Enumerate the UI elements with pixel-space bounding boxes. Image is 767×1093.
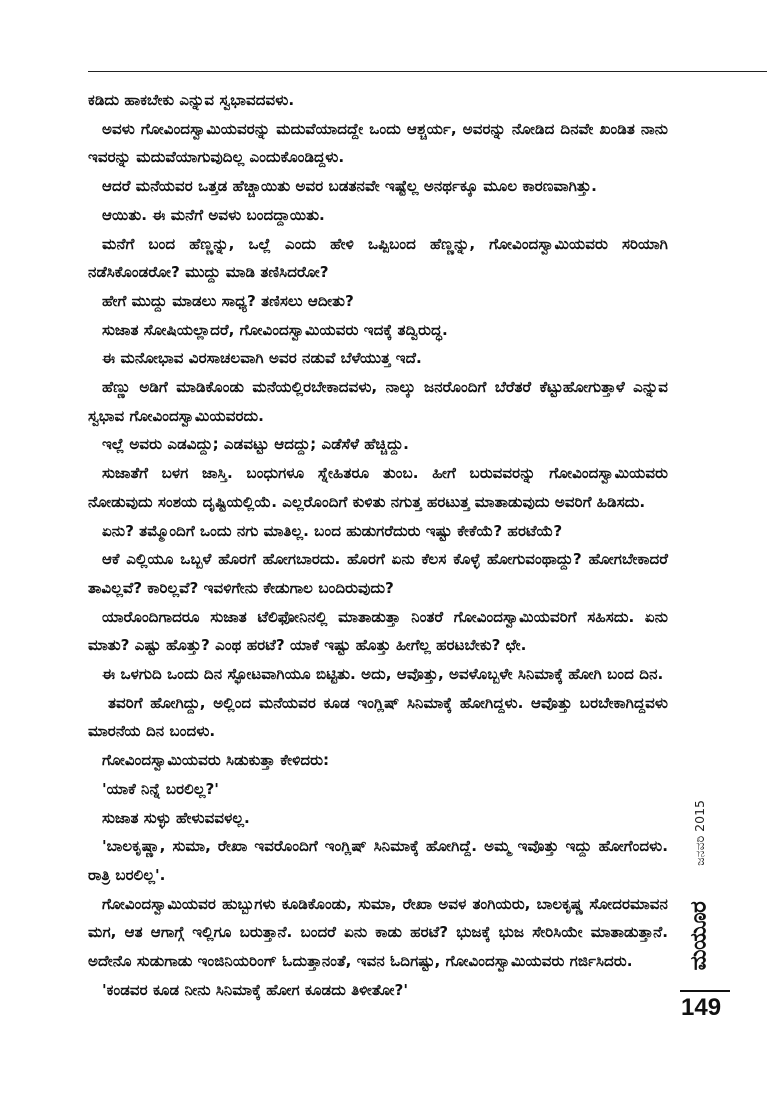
paragraph: 'ಬಾಲಕೃಷ್ಣಾ, ಸುಮಾ, ರೇಖಾ ಇವರೊಂದಿಗೆ ಇಂಗ್ಲಿಷ್ ಸಿನಿಮಾಕ್ಕೆ ಹೋಗಿದ್ದೆ. ಅಮ್ಮ ಇವೊತ್ತು ಇದ್ದು ಹೋಗೆಂದಳು. ರಾತ್ರಿ ಬರಲಿಲ್ಲ'. (88, 837, 668, 884)
paragraph: ಆಯಿತು. ಈ ಮನೆಗೆ ಅವಳು ಬಂದದ್ದಾಯಿತು. (102, 205, 325, 224)
paragraph: ಹೇಗೆ ಮುದ್ದು ಮಾಡಲು ಸಾಧ್ಯ? ತಣಿಸಲು ಆದೀತು? (102, 291, 354, 310)
paragraph: ಈ ಮನೋಭಾವ ವಿರಸಾಚಲವಾಗಿ ಅವರ ನಡುವೆ ಬೆಳೆಯುತ್ತ ಇದೆ. (102, 349, 422, 368)
paragraph: ಗೋವಿಂದಸ್ವಾಮಿಯವರ ಹುಬ್ಬುಗಳು ಕೂಡಿಕೊಂಡು, ಸುಮಾ, ರೇಖಾ ಅವಳ ತಂಗಿಯರು, ಬಾಲಕೃಷ್ಣ ಸೋದರಮಾವನ ಮಗ, ಆತ ಆಗಾಗ್ಗೆ ಇಲ್ಲಿಗೂ ಬರುತ್ತಾನೆ. ಬಂದರೆ ಏನು ಕಾಡು ಹರಟೆ? ಭುಜಕ್ಕೆ ಭುಜ ಸೇರಿಸಿಯೇ ಮಾತಾಡುತ್ತಾನೆ. ಅದೇನೊ ಸುಡುಗಾಡು ಇಂಜಿನಿಯರಿಂಗ್ ಓದುತ್ತಾನಂತೆ, ಇವನ ಓದಿಗಷ್ಟು, ಗೋವಿಂದಸ್ವಾಮಿಯವರು ಗರ್ಜಿಸಿದರು. (88, 894, 668, 971)
header-rule (88, 71, 767, 72)
paragraph: ಯಾರೊಂದಿಗಾದರೂ ಸುಜಾತ ಟೆಲಿಫೋನಿನಲ್ಲಿ ಮಾತಾಡುತ್ತಾ ನಿಂತರೆ ಗೋವಿಂದಸ್ವಾಮಿಯವರಿಗೆ ಸಹಿಸದು. ಏನು ಮಾತು? ಎಷ್ಟು ಹೊತ್ತು? ಎಂಥ ಹರಟೆ? ಯಾಕೆ ಇಷ್ಟು ಹೊತ್ತು ಹೀಗೆಲ್ಲ ಹರಟಬೇಕು? ಛೇ. (88, 607, 668, 655)
page-number: 149 (681, 994, 722, 1021)
magazine-logo-text: ಮಯೂರ (686, 901, 712, 971)
article-body (88, 86, 668, 1005)
paragraph: ಆದರೆ ಮನೆಯವರ ಒತ್ತಡ ಹೆಚ್ಚಾಯಿತು ಅವರ ಬಡತನವೇ ಇಷ್ಟೆಲ್ಲ ಅನರ್ಥಕ್ಕೂ ಮೂಲ ಕಾರಣವಾಗಿತ್ತು. (102, 177, 597, 196)
paragraph: ಆಕೆ ಎಲ್ಲಿಯೂ ಒಬ್ಬಳೆ ಹೊರಗೆ ಹೋಗಬಾರದು. ಹೊರಗೆ ಏನು ಕೆಲಸ ಕೊಳ್ಳೆ ಹೋಗುವಂಥಾದ್ದು? ಹೋಗಬೇಕಾದರೆ ತಾವಿಲ್ಲವೆ? ಕಾರಿಲ್ಲವೆ? ಇವಳಿಗೇನು ಕೇಡುಗಾಲ ಬಂದಿರುವುದು? (88, 550, 668, 597)
paragraph: 'ಯಾಕೆ ನಿನ್ನೆ ಬರಲಿಲ್ಲ?' (102, 779, 219, 798)
issue-date-text: ಜನವರಿ 2015 (691, 800, 707, 866)
paragraph: ತವರಿಗೆ ಹೋಗಿದ್ದು, ಅಲ್ಲಿಂದ ಮನೆಯವರ ಕೂಡ ಇಂಗ್ಲಿಷ್ ಸಿನಿಮಾಕ್ಕೆ ಹೋಗಿದ್ದಳು. ಆವೊತ್ತು ಬರಬೇಕಾಗಿದ್ದವಳು ಮಾರನೆಯ ದಿನ ಬಂದಳು. (88, 693, 668, 741)
paragraph: 'ಕಂಡವರ ಕೂಡ ನೀನು ಸಿನಿಮಾಕ್ಕೆ ಹೋಗ ಕೂಡದು ತಿಳೀತೋ?' (102, 980, 409, 999)
issue-date (686, 800, 712, 880)
paragraph: ಏನು? ತಮ್ಮೊಂದಿಗೆ ಒಂದು ನಗು ಮಾತಿಲ್ಲ. ಬಂದ ಹುಡುಗರೆದುರು ಇಷ್ಟು ಕೇಕೆಯೆ? ಹರಟೆಯೆ? (102, 521, 563, 540)
magazine-logo (688, 886, 710, 986)
paragraph: ಮನೆಗೆ ಬಂದ ಹೆಣ್ಣನ್ನು, ಒಲ್ಲೆ ಎಂದು ಹೇಳಿ ಒಪ್ಪಿಬಂದ ಹೆಣ್ಣನ್ನು, ಗೋವಿಂದಸ್ವಾಮಿಯವರು ಸರಿಯಾಗಿ ನಡೆಸಿಕೊಂಡರೋ? ಮುದ್ದು ಮಾಡಿ ತಣಿಸಿದರೋ? (88, 234, 668, 282)
paragraph: ಸುಜಾತ ಸೋಷಿಯಲ್ಲಾದರೆ, ಗೋವಿಂದಸ್ವಾಮಿಯವರು ಇದಕ್ಕೆ ತದ್ವಿರುದ್ಧ. (102, 320, 448, 339)
paragraph: ಹೆಣ್ಣು ಅಡಿಗೆ ಮಾಡಿಕೊಂಡು ಮನೆಯಲ್ಲಿರಬೇಕಾದವಳು, ನಾಲ್ಕು ಜನರೊಂದಿಗೆ ಬೆರೆತರೆ ಕೆಟ್ಟುಹೋಗುತ್ತಾಳೆ ಎನ್ನುವ ಸ್ವಭಾವ ಗೋವಿಂದಸ್ವಾಮಿಯವರದು. (88, 378, 668, 425)
paragraph: ಸುಜಾತ ಸುಳ್ಳು ಹೇಳುವವಳಲ್ಲ. (102, 808, 250, 827)
paragraph: ಸುಜಾತೆಗೆ ಬಳಗ ಜಾಸ್ತಿ. ಬಂಧುಗಳೂ ಸ್ನೇಹಿತರೂ ತುಂಬ. ಹೀಗೆ ಬರುವವರನ್ನು ಗೋವಿಂದಸ್ವಾಮಿಯವರು ನೋಡುವುದು ಸಂಶಯ ದೃಷ್ಟಿಯಲ್ಲಿಯೆ. ಎಲ್ಲರೊಂದಿಗೆ ಕುಳಿತು ನಗುತ್ತ ಹರಟುತ್ತ ಮಾತಾಡುವುದು ಅವರಿಗೆ ಹಿಡಿಸದು. (88, 464, 668, 511)
paragraph: ಗೋವಿಂದಸ್ವಾಮಿಯವರು ಸಿಡುಕುತ್ತಾ ಕೇಳಿದರು: (102, 751, 330, 770)
page-number-rule (680, 990, 730, 992)
paragraph: ಇಲ್ಲೆ ಅವರು ಎಡವಿದ್ದು; ಎಡವಟ್ಟು ಆದದ್ದು; ಎಡೆಸೆಳೆ ಹೆಚ್ಚಿದ್ದು. (102, 435, 409, 454)
paragraph: ಅವಳು ಗೋವಿಂದಸ್ವಾಮಿಯವರನ್ನು ಮದುವೆಯಾದದ್ದೇ ಒಂದು ಆಶ್ಚರ್ಯ, ಅವರನ್ನು ನೋಡಿದ ದಿನವೇ ಖಂಡಿತ ನಾನು ಇವರನ್ನು ಮದುವೆಯಾಗುವುದಿಲ್ಲ ಎಂದುಕೊಂಡಿದ್ದಳು. (88, 119, 668, 167)
paragraph: ಈ ಒಳಗುದಿ ಒಂದು ದಿನ ಸ್ಫೋಟವಾಗಿಯೂ ಬಿಟ್ಟಿತು. ಅದು, ಆವೊತ್ತು, ಅವಳೊಬ್ಬಳೇ ಸಿನಿಮಾಕ್ಕೆ ಹೋಗಿ ಬಂದ ದಿನ. (102, 665, 664, 684)
paragraph: ಕಡಿದು ಹಾಕಬೇಕು ಎನ್ನುವ ಸ್ವಭಾವದವಳು. (88, 91, 295, 109)
